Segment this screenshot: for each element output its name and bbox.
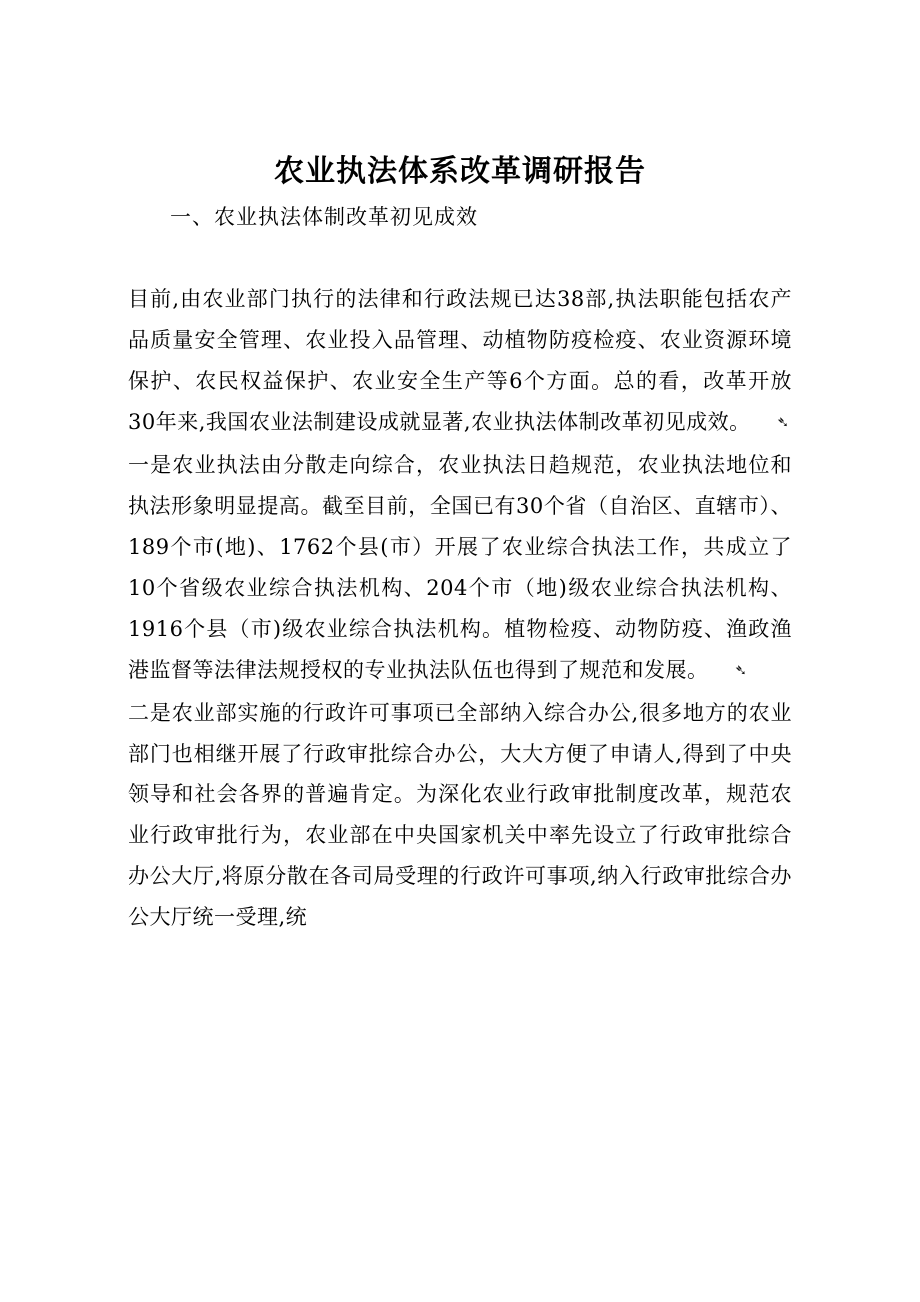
paragraph-text: 一是农业执法由分散走向综合，农业执法日趋规范，农业执法地位和执法形象明显提高。截至目前，全国已有30个省（自治区、直辖市）、189个市(地)、1762个县(市）开展了农业综合执法工作，共成立了10个省级农业综合执法机构、204个市（地)级农业综合执法机构、1916个县（市)级农业综合执法机构。植物检疫、动物防疫、渔政渔港监督等法律法规授权的专业执法队伍也得到了规范和发展。 (128, 452, 792, 682)
paragraph-end-marker: ➴ (776, 413, 790, 431)
body-paragraph (128, 445, 792, 691)
body-paragraph (128, 279, 792, 443)
paragraph-text: 二是农业部实施的行政许可事项已全部纳入综合办公,很多地方的农业部门也相继开展了行政审批综合办公，大大方便了申请人,得到了中央领导和社会各界的普遍肯定。为深化农业行政审批制度改革，规范农业行政审批行为，农业部在中央国家机关中率先设立了行政审批综合办公大厅,将原分散在各司局受理的行政许可事项,纳入行政审批综合办公大厅统一受理,统 (128, 700, 792, 930)
paragraph-end-marker: ➴ (734, 660, 748, 679)
paragraph-text: 目前,由农业部门执行的法律和行政法规已达38部,执法职能包括农产品质量安全管理、农业投入品管理、动植物防疫检疫、农业资源环境保护、农民权益保护、农业安全生产等6个方面。总的看，改革开放30年来,我国农业法制建设成就显著,农业执法体制改革初见成效。 (128, 287, 792, 434)
body-paragraph (128, 693, 792, 939)
page-title: 农业执法体系改革调研报告 (274, 154, 646, 189)
section-heading: 一、农业执法体制改革初见成效 (170, 204, 478, 229)
